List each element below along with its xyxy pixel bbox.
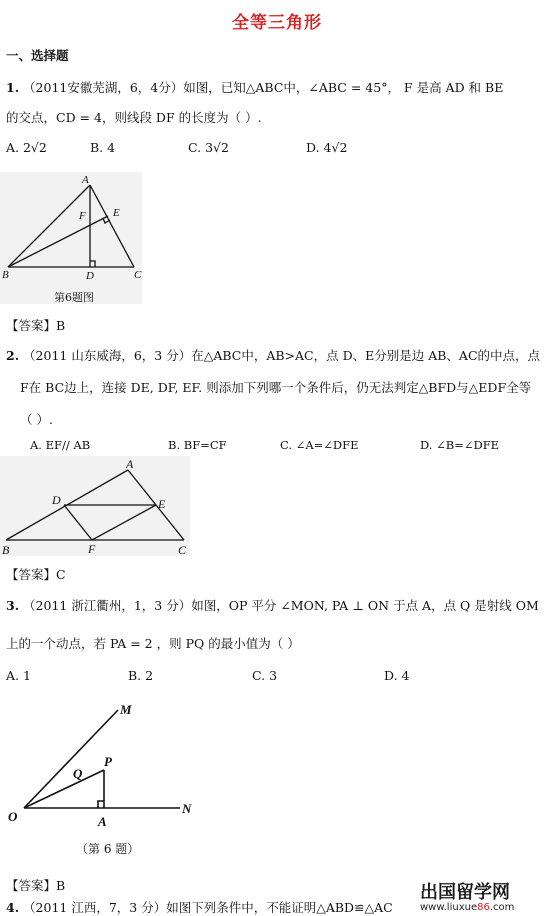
question-2-line-2: F在 BC边上，连接 DE, DF, EF. 则添加下列哪一个条件后，仍无法判定△BFD与△EDF全等 [20,380,532,395]
question-3-figure-caption: （第 6 题） [76,842,140,856]
question-3-figure [0,696,210,860]
label-o: O [8,809,18,824]
question-2-text-1: （2011 山东威海，6，3 分）在△ABC中，AB>AC，点 D、E分别是边 AB、AC的中点，点 [23,348,541,363]
question-2-line-3: （ ）. [20,412,53,427]
label-a: A [82,174,89,186]
label-b: B [2,269,9,281]
question-4-line-1 [6,898,393,916]
question-3-line-2: 上的一个动点，若 PA = 2 ，则 PQ 的最小值为（ ） [6,636,300,651]
label-e: E [158,497,166,511]
section-heading: 一、选择题 [6,48,69,63]
question-2-option-d: D. ∠B=∠DFE [420,438,500,452]
question-3-option-b: B. 2 [128,668,154,683]
question-1-figure [0,172,142,304]
question-2-number: 2. [6,348,20,363]
question-1-text-1: （2011安徽芜湖，6，4分）如图，已知△ABC中，∠ABC = 45°， F 是高 AD 和 BE [23,80,504,95]
question-3-answer: 【答案】B [6,878,66,893]
altitude-be [8,216,108,267]
label-e: E [113,207,120,219]
label-a: A [126,457,134,471]
question-2-line-1 [6,346,540,364]
question-2-option-b: B. BF=CF [168,438,227,452]
midpoint-triangle-diagram [0,456,190,556]
watermark-url-left: www.liuxue [420,902,478,913]
label-d: D [86,270,94,282]
watermark-url-right: .com [489,902,515,913]
watermark-url-red: 86 [477,902,490,913]
site-watermark [408,878,554,916]
question-3-option-d: D. 4 [384,668,410,683]
question-1-line-2: 的交点，CD = 4，则线段 DF 的长度为（ ）. [6,110,262,125]
right-angle-e [103,218,110,223]
watermark-text: 出国留学网 [420,882,510,903]
label-m: M [120,702,132,717]
label-n: N [182,801,192,816]
question-1-answer: 【答案】B [6,318,66,333]
question-2-answer: 【答案】C [6,567,66,582]
question-1-figure-caption: 第6题图 [54,291,94,304]
label-a: A [98,814,107,829]
question-3-number: 3. [6,598,20,613]
question-1-option-b: B. 4 [90,140,116,155]
question-3-option-c: C. 3 [252,668,278,683]
question-3-text-1: （2011 浙江衢州，1，3 分）如图，OP 平分 ∠MON, PA ⊥ ON 于点 A，点 Q 是射线 OM [23,598,539,613]
triangle-abc-diagram [0,172,142,304]
label-p: P [104,754,112,769]
label-c: C [178,543,187,556]
label-q: Q [73,766,83,781]
question-2-option-a: A. EF// AB [30,438,91,452]
angle-bisector-diagram [0,696,210,836]
question-3-line-1 [6,596,539,614]
segment-fe [92,505,156,540]
segment-ac [90,185,134,267]
segment-ab [8,185,90,267]
bisector-op [24,770,104,808]
segment-df [64,505,92,540]
label-b: B [2,543,10,556]
question-2-figure [0,456,190,556]
question-1-number: 1. [6,80,20,95]
label-d: D [52,493,61,507]
label-c: C [134,269,142,281]
right-angle-a [98,801,104,808]
label-f: F [79,210,86,222]
label-f: F [88,542,96,556]
watermark-url [420,902,514,913]
question-1-line-1 [6,78,503,96]
question-1-option-a: A. 2√2 [6,140,47,155]
page-title: 全等三角形 [232,13,322,33]
question-4-number: 4. [6,900,20,915]
question-1-option-d: D. 4√2 [306,140,348,155]
question-2-option-c: C. ∠A=∠DFE [280,438,359,452]
question-4-text-1: （2011 江西，7，3 分）如图下列条件中，不能证明△ABD≌△AC [23,900,393,915]
question-3-option-a: A. 1 [6,668,31,683]
right-angle-d [90,261,95,267]
question-1-option-c: C. 3√2 [188,140,229,155]
